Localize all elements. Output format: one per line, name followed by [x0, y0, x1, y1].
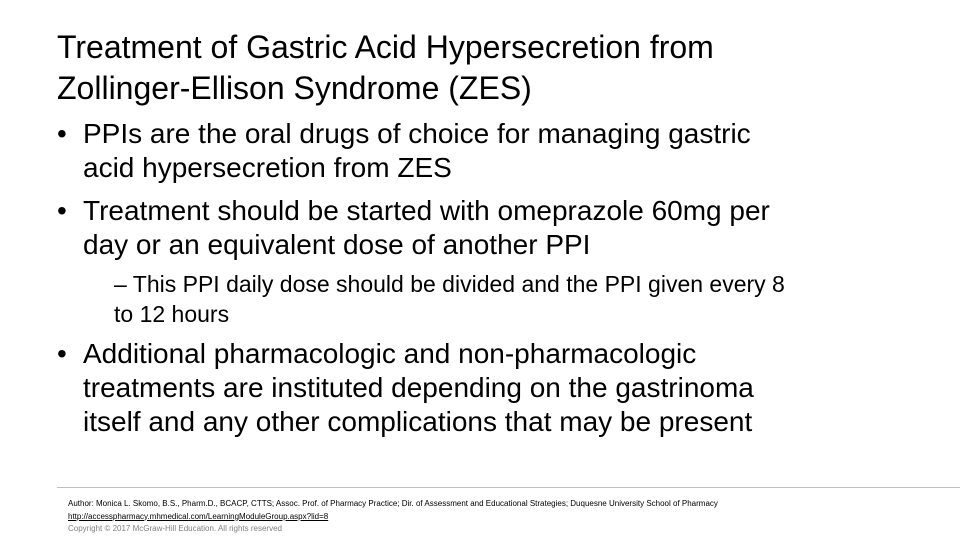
- footer-link[interactable]: http://accesspharmacy.mhmedical.com/LearningModuleGroup.aspx?lid=8: [68, 511, 329, 521]
- sub-bullet-marker: –: [114, 271, 127, 297]
- bullet-text-line: treatments are instituted depending on the gastrinoma: [83, 372, 754, 403]
- bullet-text-line: itself and any other complications that may be present: [83, 406, 753, 437]
- bullet-text-line: Additional pharmacologic and non-pharmacologic: [83, 338, 697, 369]
- bullet-text-line: PPIs are the oral drugs of choice for managing gastric: [83, 118, 751, 149]
- bullet-item: [57, 337, 917, 439]
- sub-bullet-text-line: [114, 269, 914, 299]
- sub-bullet-item: [114, 269, 914, 329]
- bullet-marker: •: [57, 195, 67, 226]
- slide-title-line: Zollinger-Ellison Syndrome (ZES): [57, 70, 532, 106]
- footer-author: Author: Monica L. Skomo, B.S., Pharm.D., BCACP, CTTS; Assoc. Prof. of Pharmacy Practice; Dir. of Assessment and Educational Strategies; Duquesne University School of Pharmacy: [68, 499, 718, 508]
- sub-bullet-text: This PPI daily dose should be divided and the PPI given every 8: [132, 271, 785, 297]
- footer-divider: [57, 487, 960, 488]
- bullet-text-line: Treatment should be started with omeprazole 60mg per: [83, 195, 770, 226]
- bullet-text: [57, 337, 917, 439]
- bullet-text-line: day or an equivalent dose of another PPI: [83, 229, 591, 260]
- bullet-marker: •: [57, 338, 67, 369]
- sub-bullet-text-line: [114, 299, 914, 329]
- bullet-marker: •: [57, 118, 67, 149]
- bullet-text: [57, 194, 917, 262]
- footer-copyright: Copyright © 2017 McGraw-Hill Education. All rights reserved: [68, 524, 282, 533]
- bullet-text: [57, 117, 917, 185]
- slide-title: [57, 27, 917, 109]
- sub-bullet-text: to 12 hours: [114, 301, 230, 327]
- footer: [68, 498, 948, 536]
- slide-title-line: Treatment of Gastric Acid Hypersecretion from: [57, 29, 714, 65]
- bullet-item: [57, 194, 917, 262]
- bullet-item: [57, 117, 917, 185]
- bullet-text-line: acid hypersecretion from ZES: [83, 152, 452, 183]
